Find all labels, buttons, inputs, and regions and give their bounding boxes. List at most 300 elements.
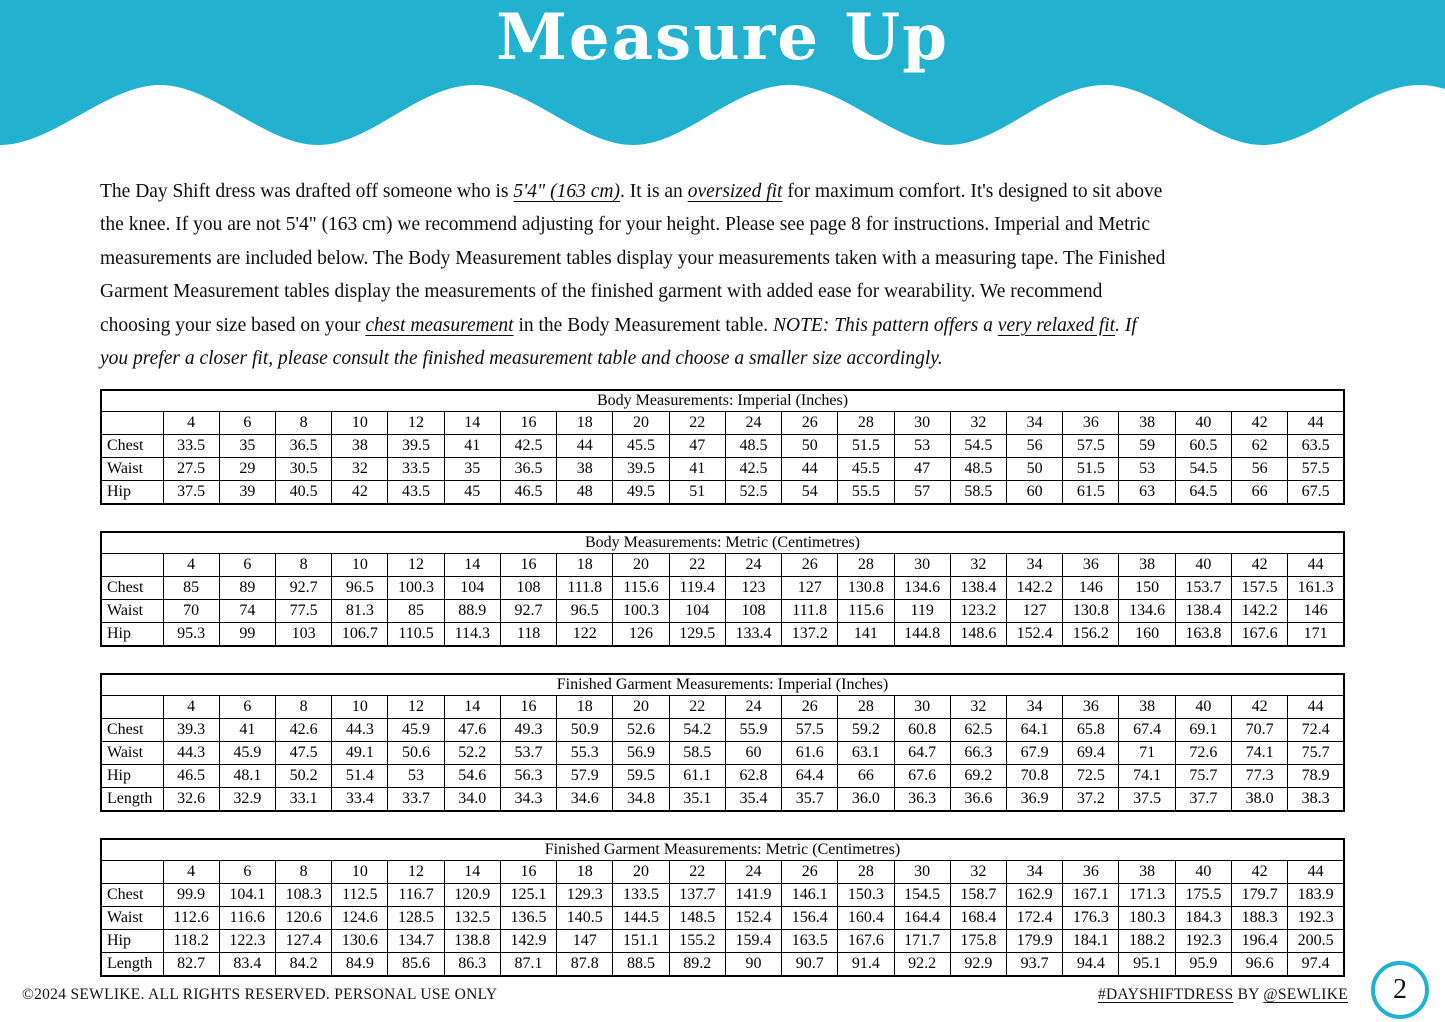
table-row <box>101 719 1344 742</box>
measure-cell: 49.5 <box>613 481 669 505</box>
table-title-row <box>101 839 1344 861</box>
measure-cell: 64.1 <box>1007 719 1063 742</box>
measure-cell: 58.5 <box>950 481 1006 505</box>
measure-cell: 33.5 <box>388 458 444 481</box>
measure-cell: 66.3 <box>950 742 1006 765</box>
size-header-cell: 26 <box>782 554 838 577</box>
table-row <box>101 623 1344 647</box>
size-header-cell: 20 <box>613 554 669 577</box>
measure-cell: 38 <box>332 435 388 458</box>
size-header-cell: 34 <box>1007 412 1063 435</box>
measure-cell: 142.2 <box>1231 600 1287 623</box>
measure-cell: 44.3 <box>332 719 388 742</box>
size-header-cell: 42 <box>1231 412 1287 435</box>
measure-cell: 44 <box>782 458 838 481</box>
measure-cell: 32 <box>332 458 388 481</box>
size-header-cell: 12 <box>388 696 444 719</box>
measure-cell: 48.5 <box>725 435 781 458</box>
measure-cell: 66 <box>1231 481 1287 505</box>
measure-cell: 64.7 <box>894 742 950 765</box>
measure-cell: 115.6 <box>613 577 669 600</box>
measure-cell: 77.5 <box>275 600 331 623</box>
measure-cell: 54.5 <box>950 435 1006 458</box>
row-label: Hip <box>101 765 163 788</box>
measure-cell: 100.3 <box>613 600 669 623</box>
measure-cell: 50 <box>1007 458 1063 481</box>
measure-cell: 51.5 <box>1063 458 1119 481</box>
measure-cell: 34.6 <box>557 788 613 812</box>
table-row <box>101 953 1344 977</box>
size-header-cell: 38 <box>1119 412 1175 435</box>
measure-cell: 85.6 <box>388 953 444 977</box>
table-row <box>101 930 1344 953</box>
measure-cell: 27.5 <box>163 458 219 481</box>
measure-cell: 49.1 <box>332 742 388 765</box>
measure-cell: 35 <box>444 458 500 481</box>
size-header-cell: 6 <box>219 554 275 577</box>
measure-cell: 87.8 <box>557 953 613 977</box>
table-row <box>101 577 1344 600</box>
measure-cell: 96.5 <box>557 600 613 623</box>
measure-cell: 53 <box>388 765 444 788</box>
measure-cell: 42.5 <box>500 435 556 458</box>
measure-cell: 38 <box>557 458 613 481</box>
size-header-cell: 24 <box>725 696 781 719</box>
measure-cell: 45.9 <box>219 742 275 765</box>
measure-cell: 50.6 <box>388 742 444 765</box>
measure-cell: 89 <box>219 577 275 600</box>
measure-cell: 144.8 <box>894 623 950 647</box>
measure-cell: 184.3 <box>1175 907 1231 930</box>
measure-cell: 45.5 <box>838 458 894 481</box>
measure-cell: 155.2 <box>669 930 725 953</box>
size-header-cell: 14 <box>444 412 500 435</box>
measure-cell: 158.7 <box>950 884 1006 907</box>
measure-cell: 42 <box>332 481 388 505</box>
measure-cell: 81.3 <box>332 600 388 623</box>
measure-cell: 41 <box>219 719 275 742</box>
measure-cell: 60.5 <box>1175 435 1231 458</box>
measure-cell: 50 <box>782 435 838 458</box>
measure-cell: 138.8 <box>444 930 500 953</box>
row-label: Waist <box>101 742 163 765</box>
measure-cell: 54 <box>782 481 838 505</box>
measure-cell: 127 <box>782 577 838 600</box>
measure-cell: 164.4 <box>894 907 950 930</box>
measure-cell: 49.3 <box>500 719 556 742</box>
measure-cell: 94.4 <box>1063 953 1119 977</box>
size-header-cell: 28 <box>838 554 894 577</box>
intro-segment: you prefer a closer fit, please consult the finished measurement table and choose a smaller size accordingly. <box>100 348 943 370</box>
measure-cell: 171.7 <box>894 930 950 953</box>
size-header-cell: 8 <box>275 861 331 884</box>
measure-cell: 67.6 <box>894 765 950 788</box>
measure-cell: 116.6 <box>219 907 275 930</box>
measure-cell: 126 <box>613 623 669 647</box>
measure-cell: 154.5 <box>894 884 950 907</box>
size-header-cell: 36 <box>1063 554 1119 577</box>
measure-cell: 51.4 <box>332 765 388 788</box>
handle-link[interactable]: @SEWLIKE <box>1263 986 1348 1003</box>
measure-cell: 50.9 <box>557 719 613 742</box>
measure-cell: 83.4 <box>219 953 275 977</box>
measure-cell: 51.5 <box>838 435 894 458</box>
size-header-cell: 12 <box>388 412 444 435</box>
hashtag-link[interactable]: #DAYSHIFTDRESS <box>1097 986 1234 1003</box>
measure-cell: 69.2 <box>950 765 1006 788</box>
measure-cell: 90 <box>725 953 781 977</box>
measure-cell: 157.5 <box>1231 577 1287 600</box>
size-header-cell: 20 <box>613 696 669 719</box>
measure-cell: 61.5 <box>1063 481 1119 505</box>
measure-cell: 39.5 <box>388 435 444 458</box>
measure-cell: 82.7 <box>163 953 219 977</box>
measure-cell: 36.5 <box>500 458 556 481</box>
size-header-cell: 22 <box>669 554 725 577</box>
measure-cell: 69.4 <box>1063 742 1119 765</box>
row-label: Length <box>101 953 163 977</box>
row-label: Waist <box>101 458 163 481</box>
measure-cell: 184.1 <box>1063 930 1119 953</box>
corner-cell <box>101 696 163 719</box>
measure-cell: 134.6 <box>1119 600 1175 623</box>
measure-cell: 56 <box>1231 458 1287 481</box>
measure-cell: 58.5 <box>669 742 725 765</box>
size-header-cell: 34 <box>1007 861 1063 884</box>
row-label: Length <box>101 788 163 812</box>
measure-cell: 70.8 <box>1007 765 1063 788</box>
size-header-cell: 40 <box>1175 412 1231 435</box>
measure-cell: 75.7 <box>1288 742 1344 765</box>
measure-cell: 120.6 <box>275 907 331 930</box>
measure-cell: 163.5 <box>782 930 838 953</box>
measure-cell: 146.1 <box>782 884 838 907</box>
size-header-cell: 28 <box>838 696 894 719</box>
intro-segment: NOTE: This pattern offers a <box>772 314 998 336</box>
measure-cell: 167.6 <box>838 930 894 953</box>
measure-cell: 50.2 <box>275 765 331 788</box>
measure-cell: 62.5 <box>950 719 1006 742</box>
measure-cell: 148.6 <box>950 623 1006 647</box>
measure-cell: 136.5 <box>500 907 556 930</box>
measure-cell: 188.3 <box>1231 907 1287 930</box>
size-header-cell: 34 <box>1007 554 1063 577</box>
measure-cell: 99.9 <box>163 884 219 907</box>
row-label: Waist <box>101 600 163 623</box>
size-header-cell: 4 <box>163 554 219 577</box>
size-header-cell: 32 <box>950 696 1006 719</box>
measure-cell: 59 <box>1119 435 1175 458</box>
size-header-row <box>101 412 1344 435</box>
measure-cell: 57.5 <box>1063 435 1119 458</box>
measure-cell: 59.2 <box>838 719 894 742</box>
measure-cell: 96.6 <box>1231 953 1287 977</box>
measure-cell: 172.4 <box>1007 907 1063 930</box>
size-header-cell: 28 <box>838 412 894 435</box>
measure-cell: 46.5 <box>163 765 219 788</box>
measure-cell: 33.4 <box>332 788 388 812</box>
measure-cell: 72.5 <box>1063 765 1119 788</box>
measure-cell: 188.2 <box>1119 930 1175 953</box>
size-header-cell: 22 <box>669 696 725 719</box>
measure-cell: 104 <box>669 600 725 623</box>
size-header-cell: 26 <box>782 412 838 435</box>
measure-cell: 41 <box>669 458 725 481</box>
measure-cell: 45.9 <box>388 719 444 742</box>
measure-cell: 69.1 <box>1175 719 1231 742</box>
measure-cell: 37.7 <box>1175 788 1231 812</box>
measure-cell: 48.1 <box>219 765 275 788</box>
measure-cell: 159.4 <box>725 930 781 953</box>
measure-cell: 175.8 <box>950 930 1006 953</box>
intro-segment: oversized fit <box>687 181 783 202</box>
measure-cell: 127 <box>1007 600 1063 623</box>
header-banner <box>0 0 1445 150</box>
measure-cell: 45 <box>444 481 500 505</box>
size-header-cell: 18 <box>557 696 613 719</box>
measure-cell: 108 <box>500 577 556 600</box>
measure-cell: 74.1 <box>1119 765 1175 788</box>
measure-cell: 179.9 <box>1007 930 1063 953</box>
measure-cell: 156.4 <box>782 907 838 930</box>
size-header-cell: 22 <box>669 412 725 435</box>
size-header-cell: 14 <box>444 861 500 884</box>
size-header-cell: 12 <box>388 861 444 884</box>
measure-cell: 38.3 <box>1288 788 1344 812</box>
size-header-cell: 4 <box>163 861 219 884</box>
corner-cell <box>101 554 163 577</box>
measure-cell: 52.2 <box>444 742 500 765</box>
intro-segment: measurements are included below. The Body Measurement tables display your measurements taken with a measuring tape. The Finished <box>100 247 1166 269</box>
page-number-badge <box>1371 961 1429 1019</box>
measure-cell: 175.5 <box>1175 884 1231 907</box>
measure-cell: 84.2 <box>275 953 331 977</box>
measure-cell: 141.9 <box>725 884 781 907</box>
intro-segment: Garment Measurement tables display the measurements of the finished garment with added ease for wearability. We recommend <box>100 281 1103 303</box>
measure-cell: 72.4 <box>1288 719 1344 742</box>
measure-cell: 84.9 <box>332 953 388 977</box>
measure-cell: 47.5 <box>275 742 331 765</box>
measure-cell: 34.3 <box>500 788 556 812</box>
measure-cell: 78.9 <box>1288 765 1344 788</box>
measure-cell: 63 <box>1119 481 1175 505</box>
measure-cell: 47.6 <box>444 719 500 742</box>
measure-cell: 96.5 <box>332 577 388 600</box>
corner-cell <box>101 861 163 884</box>
measure-cell: 77.3 <box>1231 765 1287 788</box>
measure-cell: 133.4 <box>725 623 781 647</box>
credit-text <box>1098 986 1348 1004</box>
measure-cell: 39.3 <box>163 719 219 742</box>
intro-segment: choosing your size based on your <box>100 314 366 336</box>
measure-cell: 108 <box>725 600 781 623</box>
measure-cell: 97.4 <box>1288 953 1344 977</box>
measure-cell: 95.3 <box>163 623 219 647</box>
intro-segment: the knee. If you are not 5'4" (163 cm) we recommend adjusting for your height. Please see page 8 for instructions. Imperial and Metric <box>100 214 1151 236</box>
size-header-cell: 6 <box>219 412 275 435</box>
measure-cell: 180.3 <box>1119 907 1175 930</box>
measure-cell: 44.3 <box>163 742 219 765</box>
measure-cell: 144.5 <box>613 907 669 930</box>
size-header-cell: 36 <box>1063 861 1119 884</box>
measure-cell: 167.6 <box>1231 623 1287 647</box>
size-header-cell: 10 <box>332 861 388 884</box>
measure-cell: 41 <box>444 435 500 458</box>
measure-cell: 39.5 <box>613 458 669 481</box>
measure-cell: 88.5 <box>613 953 669 977</box>
measure-cell: 192.3 <box>1175 930 1231 953</box>
size-header-cell: 44 <box>1288 554 1344 577</box>
intro-segment: . If <box>1115 314 1137 336</box>
measure-cell: 142.2 <box>1007 577 1063 600</box>
size-header-cell: 16 <box>500 554 556 577</box>
row-label: Hip <box>101 481 163 505</box>
size-header-cell: 16 <box>500 861 556 884</box>
page-number: 2 <box>1393 974 1407 1005</box>
measure-cell: 124.6 <box>332 907 388 930</box>
measure-cell: 42.5 <box>725 458 781 481</box>
measure-cell: 35.7 <box>782 788 838 812</box>
measure-cell: 146 <box>1063 577 1119 600</box>
measure-cell: 35 <box>219 435 275 458</box>
measure-cell: 133.5 <box>613 884 669 907</box>
measure-cell: 138.4 <box>950 577 1006 600</box>
measure-cell: 92.7 <box>500 600 556 623</box>
measure-cell: 151.1 <box>613 930 669 953</box>
measure-cell: 111.8 <box>557 577 613 600</box>
size-header-cell: 8 <box>275 412 331 435</box>
measure-cell: 122.3 <box>219 930 275 953</box>
measure-cell: 39 <box>219 481 275 505</box>
row-label: Chest <box>101 884 163 907</box>
size-header-cell: 18 <box>557 412 613 435</box>
measure-cell: 53 <box>1119 458 1175 481</box>
measure-cell: 130.8 <box>838 577 894 600</box>
measure-cell: 64.4 <box>782 765 838 788</box>
size-header-cell: 44 <box>1288 412 1344 435</box>
table-title: Body Measurements: Imperial (Inches) <box>101 390 1344 412</box>
intro-segment: chest measurement <box>365 314 514 336</box>
measure-cell: 37.5 <box>1119 788 1175 812</box>
row-label: Chest <box>101 577 163 600</box>
measure-cell: 163.8 <box>1175 623 1231 647</box>
credit-by: BY <box>1233 986 1264 1003</box>
table-row <box>101 884 1344 907</box>
size-header-cell: 42 <box>1231 554 1287 577</box>
measure-cell: 120.9 <box>444 884 500 907</box>
measure-cell: 99 <box>219 623 275 647</box>
table-title: Finished Garment Measurements: Metric (Centimetres) <box>101 839 1344 861</box>
measure-cell: 36.9 <box>1007 788 1063 812</box>
table-title-row <box>101 532 1344 554</box>
intro-segment: . It is an <box>619 181 688 202</box>
measure-cell: 128.5 <box>388 907 444 930</box>
measure-cell: 137.7 <box>669 884 725 907</box>
size-header-cell: 6 <box>219 861 275 884</box>
size-header-cell: 42 <box>1231 861 1287 884</box>
measure-cell: 104 <box>444 577 500 600</box>
measure-cell: 123 <box>725 577 781 600</box>
table-row <box>101 435 1344 458</box>
size-header-cell: 42 <box>1231 696 1287 719</box>
measure-cell: 33.1 <box>275 788 331 812</box>
measure-cell: 34.0 <box>444 788 500 812</box>
intro-segment: for maximum comfort. It's designed to sit above <box>782 181 1163 202</box>
measure-cell: 75.7 <box>1175 765 1231 788</box>
measure-cell: 114.3 <box>444 623 500 647</box>
measure-cell: 152.4 <box>1007 623 1063 647</box>
measure-cell: 34.8 <box>613 788 669 812</box>
measure-cell: 53.7 <box>500 742 556 765</box>
size-header-cell: 26 <box>782 861 838 884</box>
measure-cell: 119.4 <box>669 577 725 600</box>
table-row <box>101 765 1344 788</box>
measurement-table <box>100 531 1345 647</box>
measure-cell: 33.5 <box>163 435 219 458</box>
measurement-tables <box>100 389 1445 977</box>
measure-cell: 90.7 <box>782 953 838 977</box>
size-header-cell: 36 <box>1063 412 1119 435</box>
measure-cell: 38.0 <box>1231 788 1287 812</box>
measure-cell: 125.1 <box>500 884 556 907</box>
measure-cell: 171.3 <box>1119 884 1175 907</box>
size-header-cell: 32 <box>950 412 1006 435</box>
measure-cell: 179.7 <box>1231 884 1287 907</box>
measure-cell: 45.5 <box>613 435 669 458</box>
measure-cell: 65.8 <box>1063 719 1119 742</box>
measure-cell: 160.4 <box>838 907 894 930</box>
table-row <box>101 481 1344 505</box>
size-header-cell: 30 <box>894 861 950 884</box>
measure-cell: 95.1 <box>1119 953 1175 977</box>
size-header-cell: 38 <box>1119 554 1175 577</box>
measure-cell: 118 <box>500 623 556 647</box>
measure-cell: 67.9 <box>1007 742 1063 765</box>
size-header-cell: 10 <box>332 412 388 435</box>
measure-cell: 32.9 <box>219 788 275 812</box>
size-header-cell: 40 <box>1175 861 1231 884</box>
measure-cell: 93.7 <box>1007 953 1063 977</box>
size-header-cell: 4 <box>163 696 219 719</box>
intro-segment: 5'4" (163 cm) <box>513 181 620 202</box>
measure-cell: 29 <box>219 458 275 481</box>
measure-cell: 153.7 <box>1175 577 1231 600</box>
table-title: Finished Garment Measurements: Imperial (Inches) <box>101 674 1344 696</box>
size-header-cell: 14 <box>444 696 500 719</box>
measure-cell: 160 <box>1119 623 1175 647</box>
measure-cell: 62.8 <box>725 765 781 788</box>
size-header-cell: 30 <box>894 554 950 577</box>
measure-cell: 132.5 <box>444 907 500 930</box>
measure-cell: 70.7 <box>1231 719 1287 742</box>
measure-cell: 108.3 <box>275 884 331 907</box>
size-header-cell: 20 <box>613 861 669 884</box>
corner-cell <box>101 412 163 435</box>
measure-cell: 52.5 <box>725 481 781 505</box>
size-header-cell: 8 <box>275 696 331 719</box>
measure-cell: 70 <box>163 600 219 623</box>
measure-cell: 60 <box>1007 481 1063 505</box>
size-header-cell: 18 <box>557 554 613 577</box>
measure-cell: 140.5 <box>557 907 613 930</box>
measure-cell: 162.9 <box>1007 884 1063 907</box>
table-row <box>101 458 1344 481</box>
measure-cell: 55.3 <box>557 742 613 765</box>
measure-cell: 129.3 <box>557 884 613 907</box>
measure-cell: 35.4 <box>725 788 781 812</box>
table-title: Body Measurements: Metric (Centimetres) <box>101 532 1344 554</box>
measure-cell: 150.3 <box>838 884 894 907</box>
